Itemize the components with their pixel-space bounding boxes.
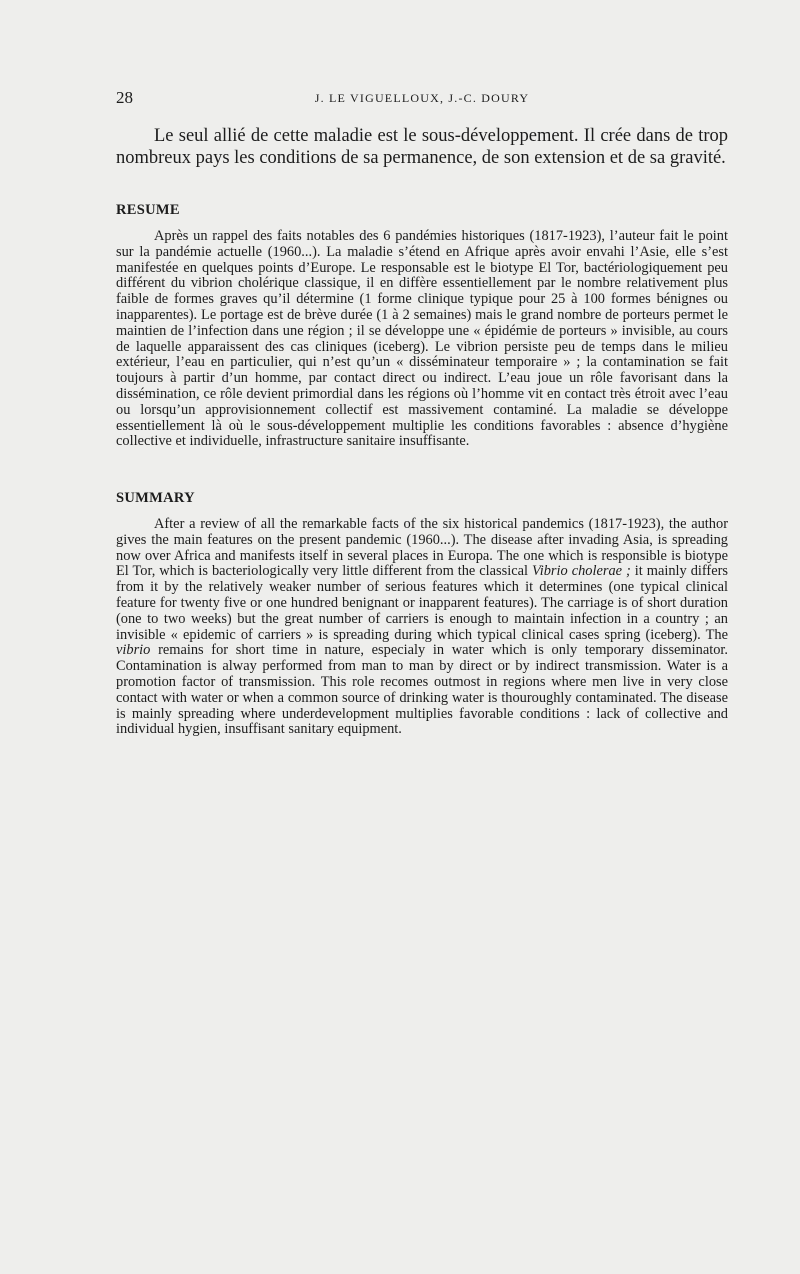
vibrio-italic: vibrio [116,642,151,659]
resume-heading: RESUME [116,202,180,218]
running-head-authors: J. LE VIGUELLOUX, J.-C. DOURY [314,91,530,105]
summary-text-part-2: it mainly differs from it by the relatively weaker number of serious features which it determines (one typical clinical feature for twenty five or one hundred benignant or inapparent features). The carriage is of short duration (one to two weeks) but the great number of carriers is enough to maintain infection in a country ; an invisible « epidemic of carriers » is spreading during which typical clinical cases spring (iceberg). The [116,563,728,643]
summary-heading: SUMMARY [116,490,195,506]
summary-text-part-1: After a review of all the remarkable facts of the six historical pandemics (1817-1923), the author gives the main features on the present pandemic (1960...). The disease after invading Asia, is spreading now over Africa and manifests itself in several places in Europa. The one which is responsible is biotype El Tor, which is bacteriologically very little different from the classical [116,516,728,580]
page-header [116,88,728,112]
resume-abstract: Après un rappel des faits notables des 6 pandémies historiques (1817-1923), l’auteur fait le point sur la pandémie actuelle (1960...). La maladie s’étend en Afrique après avoir envahi l’Asie, elle s’est manifestée en quelques points d’Europe. Le responsable est le biotype El Tor, bactériologiquement peu différent du vibrion cholérique classique, il en diffère essentiellement par le nombre relativement plus faible de formes graves qu’il détermine (1 forme clinique typique pour 25 à 100 formes bénignes ou inapparentes). Le portage est de brève durée (1 à 2 semaines) mais le grand nombre de porteurs permet le maintien de l’infection dans une région ; il se développe une « épidémie de porteurs » invisible, au cours de laquelle apparaissent des cas cliniques (iceberg). Le vibrion persiste peu de temps dans le milieu extérieur, l’eau en particulier, qui n’est qu’un « disséminateur temporaire » ; la contamination se fait toujours à partir d’un homme, par contact direct ou indirect. L’eau joue un rôle favorisant dans la dissémination, ce rôle devient primordial dans les régions où l’homme vit en contact très étroit avec l’eau ou lorsqu’un approvisionnement collectif est massivement contaminé. La maladie se développe essentiellement là où le sous-développement multiplie les conditions favorables : absence d’hygiène collective et individuelle, infrastructure sanitaire insuffisante. [116,228,728,450]
summary-abstract [116,517,728,738]
page-number: 28 [116,88,133,107]
closing-paragraph: Le seul allié de cette maladie est le sous-développement. Il crée dans de trop nombreux pays les conditions de sa permanence, de son extension et de sa gravité. [116,126,728,168]
species-name-italic: Vibrio cholerae ; [532,563,631,580]
summary-text-part-3: remains for short time in nature, especialy in water which is only temporary disseminator. Contamination is alway performed from man to man by direct or by indirect transmission. Water is a promotion factor of transmission. This role recomes outmost in regions where men live in very close contact with water or when a common source of drinking water is thouroughly contaminated. The disease is mainly spreading where underdevelopment multiplies favorable conditions : lack of collective and individual hygien, insuffisant sanitary equipment. [116,642,728,738]
